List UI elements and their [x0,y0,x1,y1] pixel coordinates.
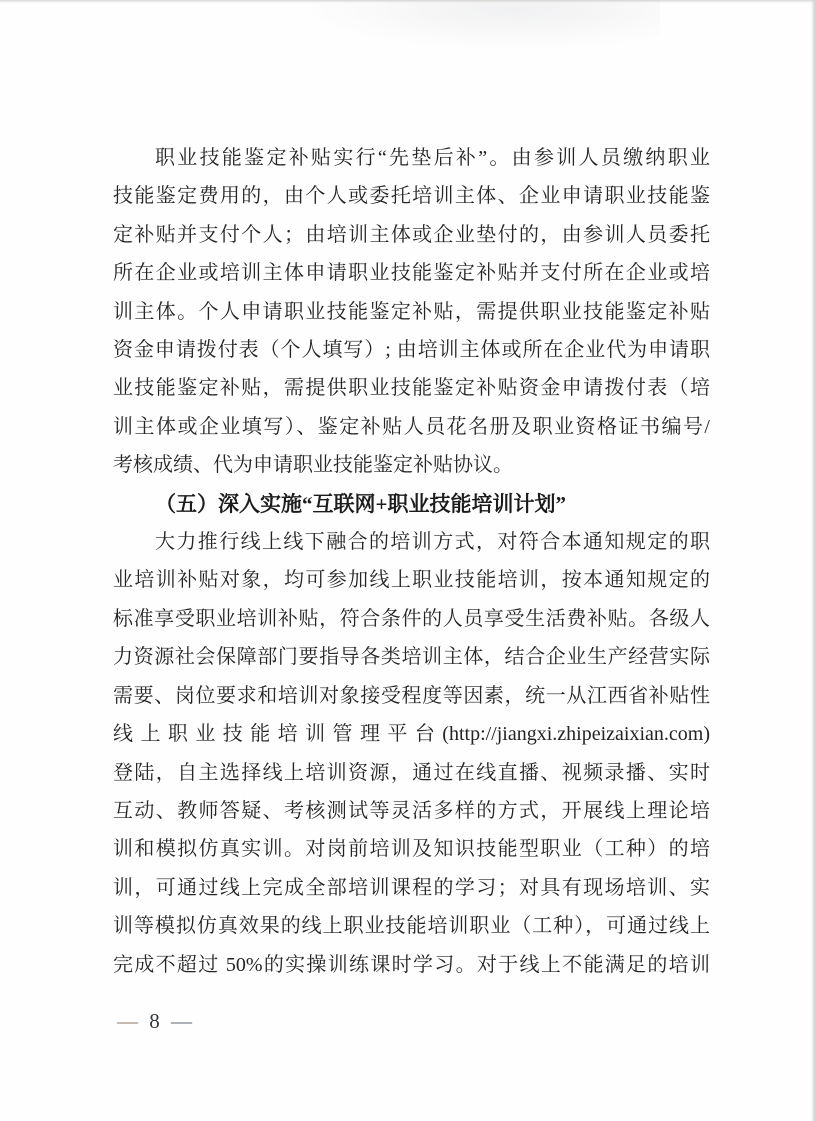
page-number-right-dash: — [171,1009,192,1033]
page-number-left-dash: — [117,1009,138,1033]
scan-smudge [300,0,660,50]
body-line: 大力推行线上线下融合的培训方式，对符合本通知规定的职 [155,531,710,554]
body-line: 业技能鉴定补贴，需提供职业技能鉴定补贴资金申请拨付表（培 [113,377,710,400]
body-line: 训，可通过线上完成全部培训课程的学习；对具有现场培训、实 [113,876,710,899]
body-line: 考核成绩、代为申请职业技能鉴定补贴协议。 [113,454,513,477]
body-line: 资金申请拨付表（个人填写）; 由培训主体或所在企业代为申请职 [113,339,710,362]
body-line: 标准享受职业培训补贴，符合条件的人员享受生活费补贴。各级人 [113,607,710,630]
body-line: 训和模拟仿真实训。对岗前培训及知识技能型职业（工种）的培 [113,838,710,861]
page-body [113,139,710,984]
body-line: 互动、教师答疑、考核测试等灵活多样的方式，开展线上理论培 [113,799,710,822]
body-line-url: 线上职业技能培训管理平台(http://jiangxi.zhipeizaixian.com) [113,723,710,746]
body-line: 训主体或企业填写）、鉴定补贴人员花名册及职业资格证书编号/ [113,415,710,438]
scan-edge-top [0,0,815,3]
body-line: 所在企业或培训主体申请职业技能鉴定补贴并支付所在企业或培 [113,262,710,285]
body-line: 技能鉴定费用的，由个人或委托培训主体、企业申请职业技能鉴 [113,185,710,208]
page-number-value: 8 [149,1009,160,1033]
page-number [117,1006,192,1036]
body-line: 职业技能鉴定补贴实行“先垫后补”。由参训人员缴纳职业 [155,147,710,169]
body-line: 定补贴并支付个人；由培训主体或企业垫付的，由参训人员委托 [113,223,710,246]
body-line: 训主体。个人申请职业技能鉴定补贴，需提供职业技能鉴定补贴 [113,300,710,323]
body-line: 需要、岗位要求和培训对象接受程度等因素，统一从江西省补贴性 [113,684,710,707]
section-5-heading: （五）深入实施“互联网+职业技能培训计划” [155,491,566,516]
body-line: 训等模拟仿真效果的线上职业技能培训职业（工种），可通过线上 [113,915,710,938]
scan-edge-right [811,0,815,1121]
body-line: 完成不超过 50%的实操训练课时学习。对于线上不能满足的培训 [113,953,710,976]
body-line: 登陆，自主选择线上培训资源，通过在线直播、视频录播、实时 [113,761,710,784]
body-line: 业培训补贴对象，均可参加线上职业技能培训，按本通知规定的 [113,569,710,592]
body-line: 力资源社会保障部门要指导各类培训主体，结合企业生产经营实际 [113,646,710,669]
